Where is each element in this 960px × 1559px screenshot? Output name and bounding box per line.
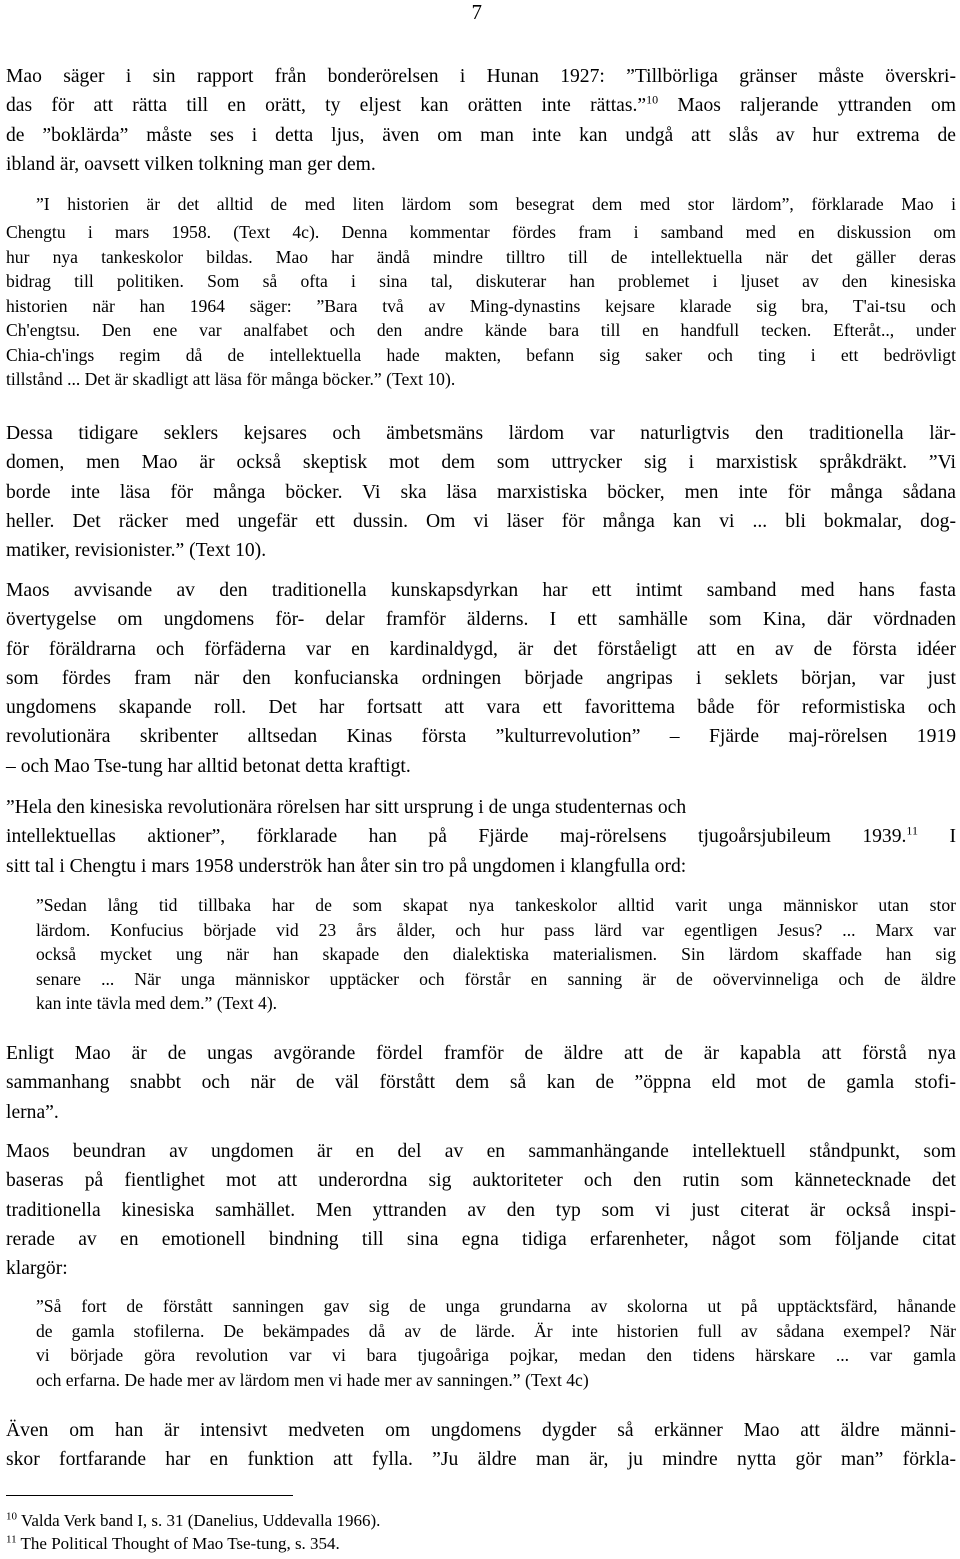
- text-line: de gamla stofilerna. De bekämpades då av de lärde. Är inte historien full av sådana exempel? När: [36, 1320, 956, 1341]
- text-line: också mycket ung när han skapade den dialektiska materialismen. Sin lärdom skaffade han sig: [36, 944, 956, 964]
- text-line: ”Sedan lång tid tillbaka har de som skapat nya tankeskolor alltid varit unga människor utan stor: [36, 895, 956, 915]
- text-line: sitt tal i Chengtu i mars 1958 underströk han åter sin tro på ungdomen i klangfulla ord:: [6, 855, 687, 877]
- text-line: borde inte läsa för många böcker. Vi ska läsa marxistiska böcker, men inte för många sådana: [6, 481, 956, 503]
- text-line: revolutionära skribenter alltsedan Kinas första ”kulturrevolution” – Fjärde maj-rörelsen 1919: [6, 726, 956, 748]
- text-line: Maos beundran av ungdomen är en del av en sammanhängande intellektuell ståndpunkt, som: [6, 1141, 956, 1162]
- text-line: ibland är, oavsett vilken tolkning man ger dem.: [6, 153, 376, 175]
- footnote-divider: [6, 1495, 293, 1496]
- text-line: [6, 91, 956, 120]
- paragraph-scholars: [6, 419, 956, 565]
- text-line: klargör:: [6, 1258, 68, 1280]
- paragraph-youth: [6, 576, 956, 781]
- footnote-text: The Political Thought of Mao Tse-tung, s. 354.: [20, 1534, 340, 1553]
- text-line: Enligt Mao är de ungas avgörande fördel framför de äldre att de är kapabla att förstå nya: [6, 1043, 956, 1064]
- text-line: heller. Det räcker med ungefär ett dussin. Om vi läser för många kan vi ... bli bokmalar, dog-: [6, 510, 956, 532]
- text-segment: intellektuellas aktioner”, förklarade han på Fjärde maj-rörelsens tjugoårsjubileum 1939.: [6, 826, 907, 848]
- quote-block-1: [36, 192, 956, 217]
- text-line: historien när han 1964 säger: ”Bara två av Ming-dynastins kejsare klarade sig bra, T'ai-tsu och: [6, 295, 956, 316]
- text-line: tillstånd ... Det är skadligt att läsa för många böcker.” (Text 10).: [6, 369, 456, 389]
- text-line: skor fortfarande har en funktion att fylla. ”Ju äldre man är, ju mindre nytta gör man” förkla-: [6, 1449, 956, 1471]
- text-line: – och Mao Tse-tung har alltid betonat detta kraftigt.: [6, 755, 411, 777]
- text-line: Maos avvisande av den traditionella kunskapsdyrkan har ett intimt samband med hans fasta: [6, 580, 956, 601]
- text-line: ”Så fort de förstått sanningen gav sig de unga grundarna av skolorna ut på upptäcktsfärd, hånande: [36, 1296, 956, 1316]
- text-line: rerade av en emotionell bindning till sina egna tidiga erfarenheter, något som följande citat: [6, 1228, 956, 1250]
- text-line: Mao säger i sin rapport från bonderörelsen i Hunan 1927: ”Tillbörliga gränser måste överskri-: [6, 66, 956, 87]
- text-line: ”I historien är det alltid de med liten lärdom som besegrat dem med stor lärdom”, förklarade Mao i: [36, 194, 956, 214]
- text-line: lärdom. Konfucius började vid 23 års ålder, och hur pass lärd var egentligen Jesus? ... Marx var: [36, 919, 956, 940]
- text-line: matiker, revisionister.” (Text 10).: [6, 540, 267, 562]
- footnote-11: [6, 1533, 340, 1555]
- paragraph-admiration: [6, 1137, 956, 1283]
- footnote-ref: 10: [646, 92, 659, 107]
- text-line: senare ... När unga människor upptäcker och förstår en sanning är de oövervinneliga och de äldre: [36, 968, 956, 989]
- text-line: sammanhang snabbt och när de väl förstått dem så kan de ”öppna eld mot de gamla stofi-: [6, 1072, 956, 1094]
- text-line: [6, 822, 956, 851]
- text-line: Dessa tidigare seklers kejsares och ämbetsmäns lärdom var naturligtvis den traditionella lär-: [6, 423, 956, 444]
- footnote-mark: 10: [6, 1510, 17, 1523]
- paragraph-advantage: [6, 1039, 956, 1127]
- text-line: övertygelse om ungdomens för- delar framför älderns. I ett samhälle som Kina, där vördnaden: [6, 609, 956, 631]
- paragraph-revolution: [6, 793, 956, 881]
- text-line: bidrag till politiken. Som så ofta i sina tal, diskuterar han problemet i ljuset av den kinesiska: [6, 271, 956, 291]
- text-segment: I: [917, 826, 956, 848]
- text-line: baseras på fientlighet mot att underordna sig auktoriteter och den rutin som kännetecknade det: [6, 1170, 956, 1192]
- footnote-text: Valda Verk band I, s. 31 (Danelius, Uddevalla 1966).: [20, 1511, 381, 1530]
- text-line: hur nya tankeskolor bildas. Mao har ändå mindre tilltro till de intellektuella när det gäller deras: [6, 246, 956, 267]
- text-line: lerna”.: [6, 1101, 59, 1123]
- paragraph-elders: [6, 1416, 956, 1475]
- text-line: ungdomens skapande roll. Det har fortsatt att vara ett favorittema både för reformistiska och: [6, 697, 956, 719]
- text-line: som fördes fram när den konfucianska ordningen började angripas i seklets början, var just: [6, 667, 956, 689]
- text-line: kan inte tävla med dem.” (Text 4).: [36, 993, 278, 1013]
- quote-block-1-cont: [6, 220, 956, 392]
- text-segment: Maos raljerande yttranden om: [658, 95, 956, 117]
- text-line: för föräldrarna och förfäderna var en kardinaldygd, är det förståeligt att en av de första idéer: [6, 638, 956, 660]
- text-line: Även om han är intensivt medveten om ungdomens dygder så erkänner Mao att äldre männi-: [6, 1420, 956, 1441]
- text-line: traditionella kinesiska samhället. Men yttranden av den typ som vi just citerat är också inspi-: [6, 1199, 956, 1221]
- text-line: Ch'engtsu. Den ene var analfabet och den andre kände bara till en handfull tecken. Efteråt.., under: [6, 320, 956, 340]
- quote-block-3: [36, 1294, 956, 1392]
- quote-block-2: [36, 893, 956, 1016]
- text-line: ”Hela den kinesiska revolutionära rörelsen har sitt ursprung i de unga studenternas och: [6, 797, 687, 818]
- text-line: och erfarna. De hade mer av lärdom men vi hade mer av sanningen.” (Text 4c): [36, 1369, 589, 1390]
- text-line: Chengtu i mars 1958. (Text 4c). Denna kommentar fördes fram i samband med en diskussion om: [6, 222, 956, 242]
- footnote-10: [6, 1510, 380, 1532]
- text-line: Chia-ch'ings regim då de intellektuella hade makten, befann sig saker och ting i ett bedrövligt: [6, 344, 956, 365]
- footnote-ref: 11: [906, 823, 918, 838]
- text-line: domen, men Mao är också skeptisk mot dem som uttrycker sig i marxistisk språkdräkt. ”Vi: [6, 452, 956, 474]
- page-number: 7: [471, 0, 482, 24]
- text-segment: das för att rätta till en orätt, ty eljest kan orätten inte rättas.”: [6, 95, 647, 117]
- text-line: vi började göra revolution var vi bara tjugoåriga pojkar, medan den tidens härskare ... var gamla: [36, 1345, 956, 1365]
- text-line: de ”boklärda” måste ses i detta ljus, även om man inte kan undgå att slås av hur extrema de: [6, 124, 956, 146]
- paragraph-intro: [6, 62, 956, 179]
- footnote-mark: 11: [6, 1533, 17, 1546]
